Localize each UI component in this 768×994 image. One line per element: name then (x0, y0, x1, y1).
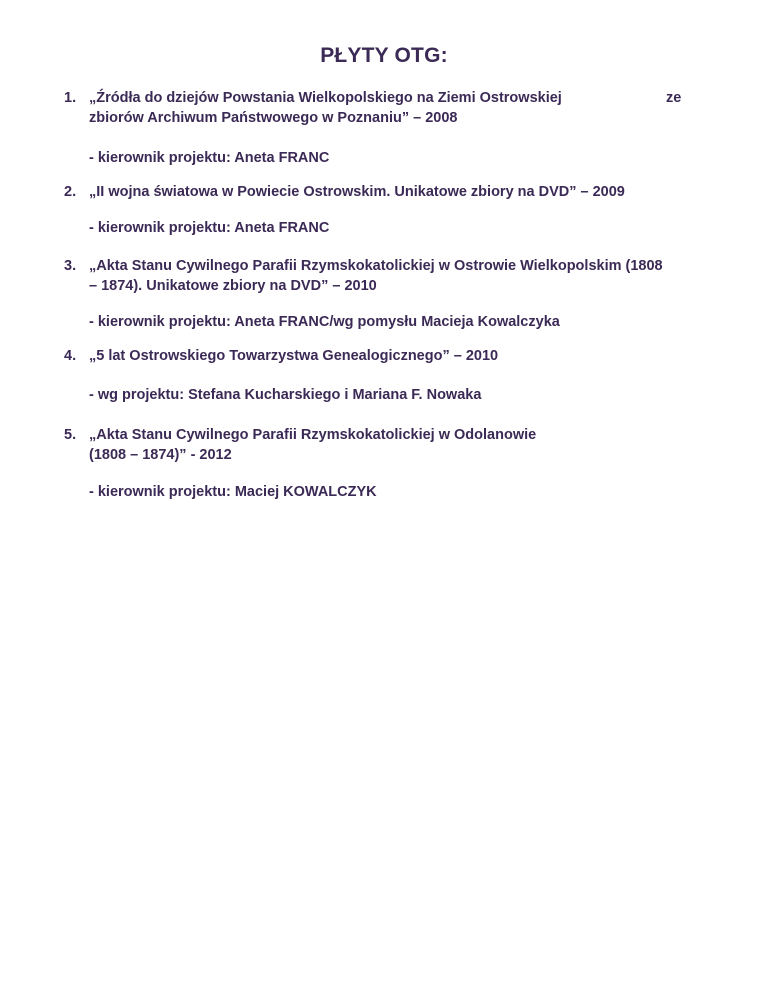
item-title-line: – 1874). Unikatowe zbiory na DVD” – 2010 (89, 278, 377, 294)
project-manager-note: - kierownik projektu: Aneta FRANC (89, 150, 330, 166)
item-title-line: „II wojna światowa w Powiecie Ostrowskim. Unikatowe zbiory na DVD” – 2009 (89, 184, 625, 200)
item-title-line: „Akta Stanu Cywilnego Parafii Rzymskokatolickiej w Odolanowie (89, 427, 537, 443)
item-title (89, 346, 714, 366)
item-number: 2. (64, 184, 77, 200)
project-manager-note: - kierownik projektu: Aneta FRANC/wg pomysłu Macieja Kowalczyka (89, 314, 560, 330)
item-number: 5. (64, 427, 77, 443)
item-number: 1. (64, 90, 77, 106)
item-title-line: zbiorów Archiwum Państwowego w Poznaniu” – 2008 (89, 110, 458, 126)
project-manager-note: - kierownik projektu: Aneta FRANC (89, 220, 330, 236)
project-manager-note: - kierownik projektu: Maciej KOWALCZYK (89, 484, 377, 500)
item-title-fragment: ze (666, 90, 682, 106)
item-title-line: „5 lat Ostrowskiego Towarzystwa Genealogicznego” – 2010 (89, 348, 499, 364)
item-title (89, 182, 714, 202)
item-title (89, 425, 714, 465)
project-manager-note: - wg projektu: Stefana Kucharskiego i Mariana F. Nowaka (89, 387, 482, 403)
item-title-line: „Akta Stanu Cywilnego Parafii Rzymskokatolickiej w Ostrowie Wielkopolskim (1808 (89, 258, 663, 274)
item-title (89, 88, 714, 128)
item-title (89, 256, 714, 296)
item-title-line: (1808 – 1874)” - 2012 (89, 447, 232, 463)
item-number: 4. (64, 348, 77, 364)
item-title-line: „Źródła do dziejów Powstania Wielkopolskiego na Ziemi Ostrowskiej (89, 90, 562, 106)
page-title: PŁYTY OTG: (320, 44, 448, 67)
item-number: 3. (64, 258, 77, 274)
